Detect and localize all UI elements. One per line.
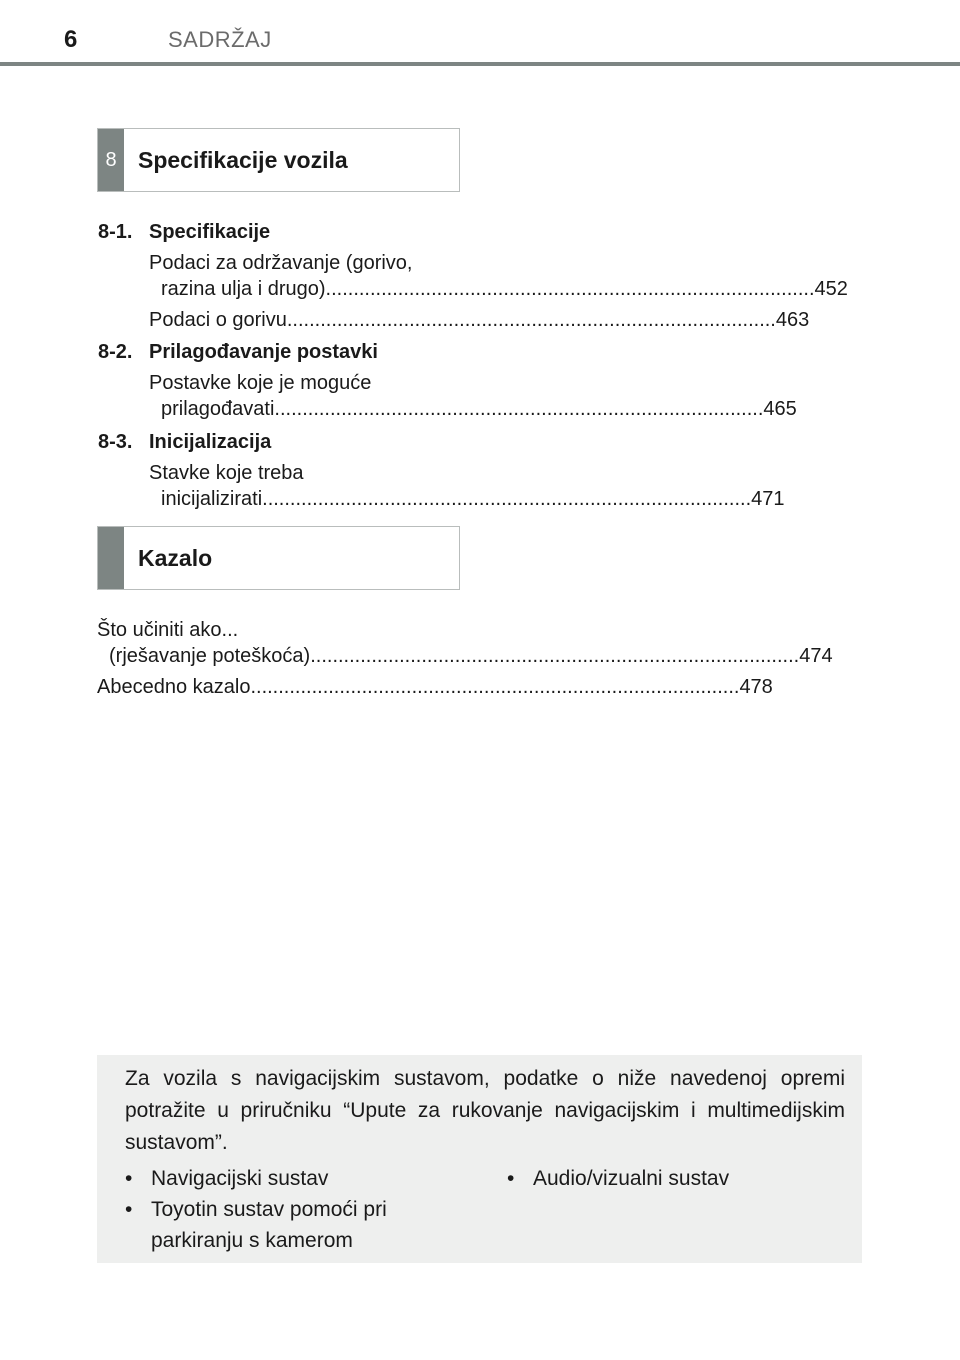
toc-page-number: 452 — [814, 278, 848, 300]
toc-entry-text: Stavke koje treba — [149, 462, 304, 484]
header-rule — [0, 62, 960, 66]
section-number-tab: 8 — [98, 129, 124, 191]
toc-page-number: 463 — [775, 309, 810, 331]
toc-entry-customizable-settings[interactable] — [149, 370, 797, 422]
page-number: 6 — [64, 26, 78, 53]
toc-group-number: 8-3. — [98, 431, 133, 453]
bullet-text: Navigacijski sustav — [151, 1167, 329, 1190]
leader-dots — [287, 307, 776, 333]
toc-entry-text: (rješavanje poteškoća) — [109, 645, 311, 667]
toc-group-heading[interactable]: Prilagođavanje postavki — [149, 341, 378, 363]
leader-dots: ........................................................................................ — [250, 676, 740, 698]
toc-entry-text: Podaci za održavanje (gorivo, — [149, 252, 413, 274]
toc-page-number: 474 — [799, 645, 833, 667]
toc-entry-troubleshooting[interactable] — [97, 617, 833, 669]
list-item — [507, 1163, 837, 1194]
toc-group-heading[interactable]: Inicijalizacija — [149, 431, 272, 453]
bullet-text: Audio/vizualni sustav — [533, 1167, 730, 1190]
toc-group-heading[interactable]: Specifikacije — [149, 221, 271, 243]
toc-page-number: 465 — [763, 398, 797, 420]
toc-page-number: 471 — [751, 488, 785, 510]
toc-entry-fuel-data[interactable] — [149, 307, 810, 333]
toc-group-number: 8-1. — [98, 221, 133, 243]
leader-dots — [262, 486, 751, 512]
section-tab — [98, 527, 124, 589]
toc-entry-text: Abecedno kazalo — [97, 676, 251, 698]
section-heading-specifications[interactable] — [97, 128, 460, 192]
bullet-dot: • — [125, 1167, 133, 1190]
toc-entry-text: razina ulja i drugo) — [161, 278, 326, 300]
toc-entry-alphabetical-index[interactable] — [97, 674, 773, 700]
bullet-dot: • — [507, 1167, 515, 1190]
toc-group-number: 8-2. — [98, 341, 133, 363]
toc-page-number: 478 — [739, 676, 773, 698]
section-heading-index[interactable] — [97, 526, 460, 590]
toc-entry-text: Podaci o gorivu — [149, 309, 287, 331]
bullet-dot: • — [125, 1198, 133, 1221]
section-title: Specifikacije vozila — [138, 147, 348, 173]
list-item — [125, 1194, 465, 1256]
page-header — [0, 0, 960, 68]
toc-entry-text: Postavke koje je moguće — [149, 372, 372, 394]
section-title: Kazalo — [138, 545, 213, 571]
toc-entry-text: prilagođavati — [161, 398, 275, 420]
bullet-text: Toyotin sustav pomoći pri parkiranju s kamerom — [151, 1198, 387, 1252]
page-title: SADRŽAJ — [168, 27, 272, 52]
leader-dots: ........................................................................................ — [310, 645, 800, 667]
toc-entry-maintenance-data[interactable] — [149, 250, 848, 302]
leader-dots — [274, 396, 763, 422]
note-text: Za vozila s navigacijskim sustavom, podatke o niže navedenoj opremi potražite u priručniku “Upute za rukovanje navigacijskim i multimedijskim sustavom”. — [125, 1067, 845, 1154]
list-item — [125, 1163, 465, 1194]
toc-entry-text: Što učiniti ako... — [97, 619, 239, 641]
toc-entry-text: inicijalizirati — [161, 488, 263, 510]
leader-dots — [326, 276, 815, 302]
toc-entry-initialization-items[interactable] — [149, 460, 785, 512]
navigation-note-box — [97, 1055, 862, 1263]
